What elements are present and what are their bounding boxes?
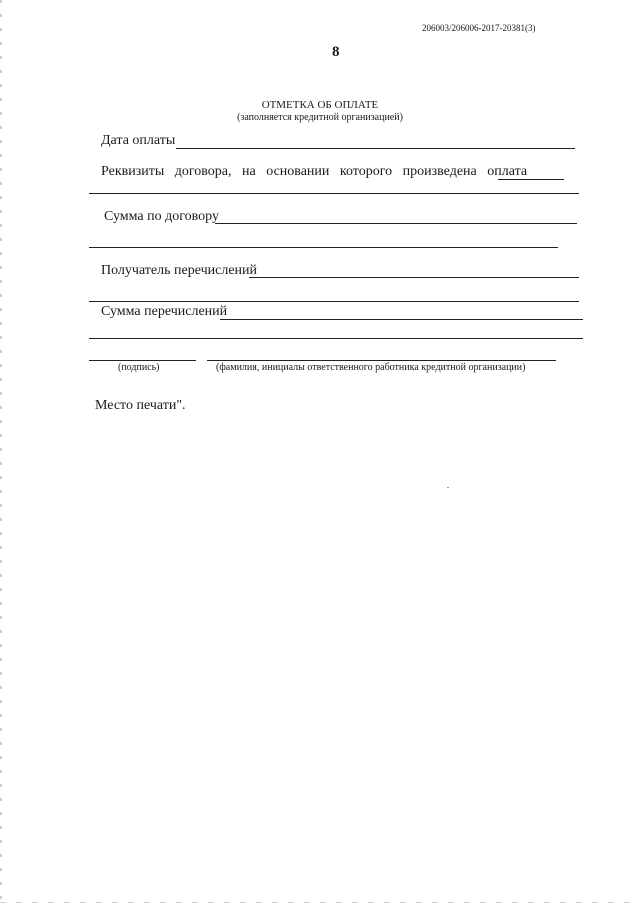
- contract-details-field[interactable]: [498, 179, 564, 180]
- signature-caption: (подпись): [118, 362, 160, 373]
- transfer-amount-field[interactable]: [220, 319, 583, 320]
- contract-details-label: Реквизиты договора, на основании которого произведена оплата: [101, 164, 528, 179]
- recipient-field[interactable]: [249, 277, 579, 278]
- page-number: 8: [332, 44, 340, 60]
- signature-field[interactable]: [89, 360, 196, 361]
- payment-date-label: Дата оплаты: [101, 133, 176, 148]
- form-title: ОТМЕТКА ОБ ОПЛАТЕ: [261, 99, 379, 111]
- recipient-field-line-2[interactable]: [89, 301, 579, 302]
- seal-place-text: Место печати".: [95, 398, 186, 413]
- transfer-amount-field-line-2[interactable]: [89, 338, 583, 339]
- responsible-name-field[interactable]: [207, 360, 556, 361]
- contract-amount-field-line-2[interactable]: [89, 247, 558, 248]
- document-id: 206003/206006-2017-20381(3): [422, 23, 536, 33]
- contract-amount-label: Сумма по договору: [104, 209, 219, 224]
- scan-bottom-edge: [0, 902, 640, 903]
- transfer-amount-label: Сумма перечислений: [101, 304, 228, 319]
- form-subtitle: (заполняется кредитной организацией): [237, 112, 403, 123]
- recipient-label: Получатель перечислений: [101, 263, 258, 278]
- contract-details-field-line-2[interactable]: [89, 193, 579, 194]
- payment-date-field[interactable]: [176, 148, 575, 149]
- scan-speck: [447, 487, 449, 488]
- scan-left-edge: [0, 0, 2, 905]
- responsible-name-caption: (фамилия, инициалы ответственного работника кредитной организации): [216, 362, 526, 373]
- contract-amount-field[interactable]: [215, 223, 577, 224]
